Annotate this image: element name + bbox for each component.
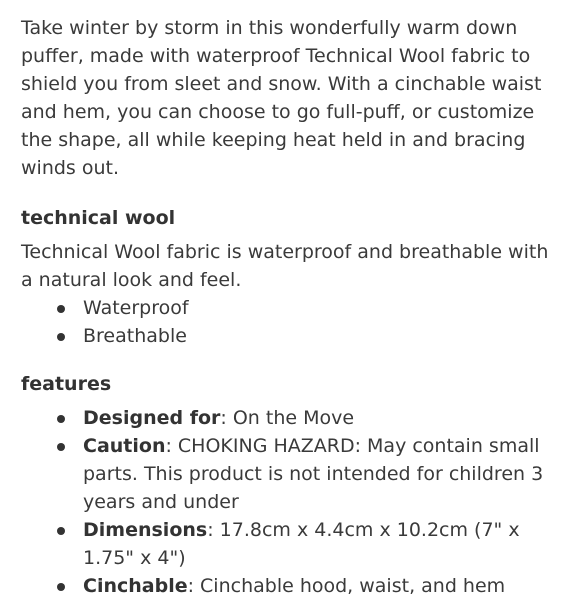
technical-wool-heading: technical wool — [21, 207, 176, 229]
bullet-icon — [57, 443, 65, 451]
feature-label: Designed for — [83, 407, 221, 429]
technical-wool-text: Technical Wool fabric is waterproof and breathable with a natural look and feel. — [21, 241, 549, 291]
feature-value: : Cinchable hood, waist, and hem — [187, 575, 506, 597]
list-item — [83, 322, 558, 350]
feature-value: : 17.8cm x 4.4cm x 10.2cm (7" x 1.75" x 4") — [83, 519, 520, 569]
list-item — [83, 294, 558, 322]
technical-wool-list — [21, 294, 558, 350]
bullet-icon — [57, 333, 65, 341]
description-text: Take winter by storm in this wonderfully warm down puffer, made with waterproof Technical Wool fabric to shield you from sleet and snow. With a cinchable waist and hem, you can choose to go full-puff, or customize the shape, all while keeping heat held in and bracing winds out. — [21, 17, 542, 179]
feature-label: Cinchable — [83, 575, 188, 597]
list-item — [83, 404, 558, 432]
list-item — [83, 572, 558, 600]
bullet-icon — [57, 305, 65, 313]
list-item-text: Waterproof — [83, 297, 189, 319]
feature-label: Caution — [83, 435, 166, 457]
list-item-text: Breathable — [83, 325, 187, 347]
features-list — [21, 404, 558, 600]
feature-value: : CHOKING HAZARD: May contain small parts. This product is not intended for children 3 years and under — [83, 435, 544, 513]
features-heading: features — [21, 373, 112, 395]
bullet-icon — [57, 415, 65, 423]
bullet-icon — [57, 583, 65, 591]
list-item — [83, 432, 558, 516]
feature-value: : On the Move — [220, 407, 355, 429]
list-item — [83, 516, 558, 572]
feature-label: Dimensions — [83, 519, 208, 541]
bullet-icon — [57, 527, 65, 535]
